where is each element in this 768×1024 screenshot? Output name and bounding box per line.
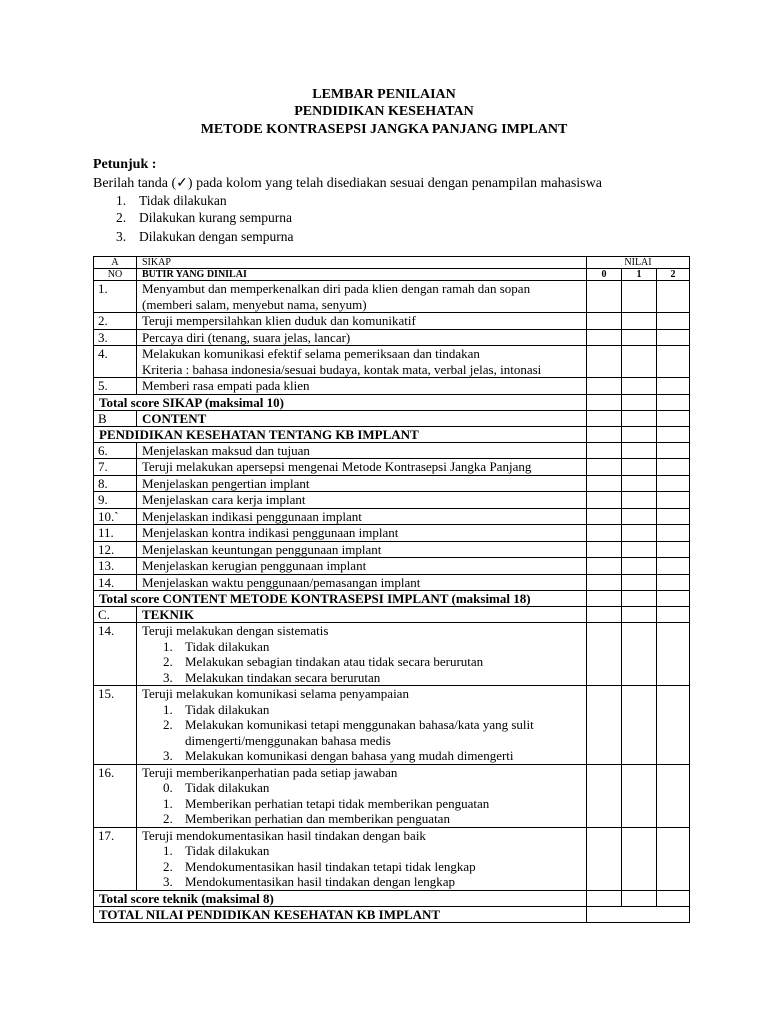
sub-item [142,874,581,890]
sub-item-number: 1. [163,795,173,811]
no-header: NO [94,269,137,281]
sub-item [142,748,581,764]
section-c-row [94,607,690,623]
score-1-cell[interactable] [622,558,657,575]
score-1-cell[interactable] [622,607,657,623]
score-0-cell[interactable] [587,686,622,765]
sub-item-number: 1. [163,638,173,654]
table-row [94,378,690,395]
score-2-cell[interactable] [657,525,690,542]
score-1-cell[interactable] [622,394,657,410]
score-0-cell[interactable] [587,426,622,442]
section-b-title: CONTENT [137,410,587,426]
item-text: Teruji melakukan apersepsi mengenai Metode Kontrasepsi Jangka Panjang [137,459,587,476]
instruction-text: Tidak dilakukan [139,193,227,208]
score-1-cell[interactable] [622,410,657,426]
sub-item-number: 2. [163,858,173,874]
score-0-cell[interactable] [587,394,622,410]
sub-item-text: Melakukan komunikasi dengan bahasa yang mudah dimengerti [185,748,514,763]
item-text-line: Melakukan komunikasi efektif selama pemeriksaan dan tindakan [142,346,480,361]
table-row [94,541,690,558]
table-row [94,827,690,890]
score-0-cell[interactable] [587,313,622,330]
table-row [94,623,690,686]
item-main-text: Teruji melakukan komunikasi selama penyampaian [142,686,409,701]
item-number: 1. [94,281,137,313]
score-1-cell[interactable] [622,426,657,442]
petunjuk-text: Berilah tanda (✓) pada kolom yang telah disediakan sesuai dengan penampilan mahasiswa [93,176,602,191]
item-number: 2. [94,313,137,330]
sub-item-number: 2. [163,811,173,826]
table-row [94,558,690,575]
item-number: 17. [94,827,137,890]
score-0-cell[interactable] [587,459,622,476]
sub-item-text: Melakukan komunikasi tetapi menggunakan bahasa/kata yang sulit [185,717,534,732]
sub-item [142,717,581,733]
item-text [137,764,587,827]
item-text: Menjelaskan cara kerja implant [137,492,587,509]
item-number: 12. [94,541,137,558]
sub-item-text: Mendokumentasikan hasil tindakan dengan lengkap [185,874,456,889]
item-text [137,827,587,890]
score-0-cell[interactable] [587,329,622,346]
total-sikap-row [94,394,690,410]
item-text [137,281,587,313]
sub-item-text: Tidak dilakukan [185,843,270,858]
score-0-cell[interactable] [587,541,622,558]
score-2-cell[interactable] [657,686,690,765]
item-main-text: Teruji melakukan dengan sistematis [142,623,329,638]
item-text: Memberi rasa empati pada klien [137,378,587,395]
score-1-cell[interactable] [622,378,657,395]
content-heading: PENDIDIKAN KESEHATAN TENTANG KB IMPLANT [94,426,587,442]
score-1-cell[interactable] [622,492,657,509]
item-text [137,623,587,686]
item-text-line: Menyambut dan memperkenalkan diri pada klien dengan ramah dan sopan [142,281,531,296]
score-1-cell[interactable] [622,686,657,765]
sub-item-continuation: dimengerti/menggunakan bahasa medis [185,732,391,748]
score-0-cell[interactable] [587,574,622,591]
item-text: Menjelaskan keuntungan penggunaan implant [137,541,587,558]
item-text: Teruji mempersilahkan klien duduk dan komunikatif [137,313,587,330]
table-row [94,492,690,509]
sub-item-text: Tidak dilakukan [185,780,270,795]
score-0-cell[interactable] [587,346,622,378]
header-row-2 [94,269,690,281]
item-number: 3. [94,329,137,346]
title-line-1: LEMBAR PENILAIAN [312,87,456,102]
score-0-cell[interactable] [587,890,622,906]
item-text: Percaya diri (tenang, suara jelas, lancar) [137,329,587,346]
score-1-cell[interactable] [622,574,657,591]
item-number: 11. [94,525,137,542]
item-text [137,686,587,765]
section-b-row [94,410,690,426]
butir-header: BUTIR YANG DINILAI [137,269,587,281]
score-2-cell[interactable] [657,475,690,492]
score-0-cell[interactable] [587,525,622,542]
table-row [94,686,690,765]
sub-item [142,702,581,718]
score-0-cell[interactable] [587,475,622,492]
instruction-number: 2. [116,210,127,225]
total-teknik-label: Total score teknik (maksimal 8) [94,890,587,906]
score-2-cell[interactable] [657,459,690,476]
table-row [94,525,690,542]
total-teknik-row [94,890,690,906]
total-content-label: Total score CONTENT METODE KONTRASEPSI IMPLANT (maksimal 18) [94,591,587,607]
score-0-cell[interactable] [587,607,622,623]
score-2-cell[interactable] [657,492,690,509]
table-row [94,475,690,492]
score-0-cell[interactable] [587,508,622,525]
item-text: Menjelaskan pengertian implant [137,475,587,492]
sub-item-text: Tidak dilakukan [185,701,270,717]
item-text: Menjelaskan waktu penggunaan/pemasangan implant [137,574,587,591]
score-2-cell[interactable] [657,607,690,623]
title-line-2: PENDIDIKAN KESEHATAN [294,104,474,119]
item-main-text: Teruji memberikanperhatian pada setiap jawaban [142,764,398,780]
score-2-cell[interactable] [657,623,690,686]
assessment-table [93,256,690,923]
section-c-title: TEKNIK [137,607,587,623]
score-2-cell[interactable] [657,442,690,459]
score-2-cell[interactable] [657,764,690,827]
score-0-cell[interactable] [587,410,622,426]
item-number: 4. [94,346,137,378]
score-2-cell[interactable] [657,281,690,313]
score-2-cell[interactable] [657,541,690,558]
header-row-1 [94,257,690,269]
score-1-cell[interactable] [622,764,657,827]
title-line-3: METODE KONTRASEPSI JANGKA PANJANG IMPLANT [200,122,568,137]
table-row [94,442,690,459]
sub-item [142,796,581,812]
score-2-cell[interactable] [657,558,690,575]
item-number: 14. [94,623,137,686]
score-1-cell[interactable] [622,591,657,607]
table-row [94,281,690,313]
item-main-text: Teruji mendokumentasikan hasil tindakan dengan baik [142,827,426,843]
item-text-line: Kriteria : bahasa indonesia/sesuai budaya, kontak mata, verbal jelas, intonasi [142,361,542,377]
item-number: 8. [94,475,137,492]
item-number: 10.` [94,508,137,525]
table-row [94,764,690,827]
score-0-cell[interactable] [587,492,622,509]
score-2-cell[interactable] [657,346,690,378]
score-2-cell[interactable] [657,410,690,426]
section-a-label: A [94,257,137,269]
score-1-cell[interactable] [622,623,657,686]
total-sikap-label: Total score SIKAP (maksimal 10) [94,394,587,410]
petunjuk-label: Petunjuk : [93,157,157,172]
score-0-cell[interactable] [587,558,622,575]
score-2-cell[interactable] [657,890,690,906]
item-number: 5. [94,378,137,395]
score-1-cell[interactable] [622,541,657,558]
instruction-item [116,210,292,226]
item-text: Menjelaskan kontra indikasi penggunaan implant [137,525,587,542]
total-content-row [94,591,690,607]
instruction-item [116,229,293,245]
item-number: 16. [94,764,137,827]
sub-item [142,843,581,859]
score-1-cell[interactable] [622,508,657,525]
item-number: 13. [94,558,137,575]
sub-item-text: Memberikan perhatian tetapi tidak memberikan penguatan [185,795,490,811]
score-2-cell[interactable] [657,378,690,395]
sub-item-number: 3. [163,874,173,889]
score-2-cell[interactable] [657,574,690,591]
sub-item-text: Tidak dilakukan [185,638,270,654]
score-2-cell[interactable] [657,313,690,330]
item-text-line: (memberi salam, menyebut nama, senyum) [142,296,367,312]
score-1-cell[interactable] [622,890,657,906]
score-0-cell[interactable] [587,442,622,459]
sub-item-number: 2. [163,654,173,669]
score-2-cell[interactable] [657,394,690,410]
sikap-header: SIKAP [137,257,587,269]
score-0-cell[interactable] [587,764,622,827]
content-heading-row [94,426,690,442]
sub-item [142,780,581,796]
sub-item-text: Mendokumentasikan hasil tindakan tetapi tidak lengkap [185,858,476,874]
sub-item [142,639,581,655]
section-c-letter: C. [94,607,137,623]
score-0-cell[interactable] [587,623,622,686]
table-row [94,459,690,476]
nilai-header: NILAI [587,257,690,269]
item-number: 14. [94,574,137,591]
sub-item-number: 1. [163,701,173,717]
sub-item-number: 3. [163,669,173,685]
instruction-number: 1. [116,193,127,208]
sub-item [142,859,581,875]
sub-item-number: 3. [163,748,173,763]
item-text: Menjelaskan maksud dan tujuan [137,442,587,459]
score-1-cell[interactable] [622,346,657,378]
item-number: 15. [94,686,137,765]
sub-item-number: 0. [163,780,173,795]
score-1-cell[interactable] [622,475,657,492]
item-number: 9. [94,492,137,509]
score-0-cell[interactable] [587,378,622,395]
score-1-header: 1 [622,269,657,281]
score-2-cell[interactable] [657,508,690,525]
score-0-cell[interactable] [587,827,622,890]
score-0-cell[interactable] [587,281,622,313]
sub-item [142,811,581,827]
table-row [94,574,690,591]
sub-item-text: Melakukan tindakan secara berurutan [185,669,381,685]
score-1-cell[interactable] [622,281,657,313]
instruction-text: Dilakukan dengan sempurna [139,229,294,244]
score-2-cell[interactable] [657,591,690,607]
instruction-number: 3. [116,229,127,244]
instruction-item [116,193,227,209]
sub-item [142,654,581,670]
score-0-cell[interactable] [587,591,622,607]
sub-item-text: Melakukan sebagian tindakan atau tidak secara berurutan [185,654,484,669]
score-2-cell[interactable] [657,329,690,346]
score-1-cell[interactable] [622,313,657,330]
total-nilai-label: TOTAL NILAI PENDIDIKAN KESEHATAN KB IMPLANT [94,906,587,922]
section-b-letter: B [94,410,137,426]
item-text: Menjelaskan indikasi penggunaan implant [137,508,587,525]
sub-item-text: Memberikan perhatian dan memberikan penguatan [185,811,450,826]
total-nilai-cell[interactable] [587,906,690,922]
item-number: 7. [94,459,137,476]
table-row [94,313,690,330]
item-number: 6. [94,442,137,459]
sub-item-number: 2. [163,717,173,732]
sub-item-number: 1. [163,843,173,858]
score-2-header: 2 [657,269,690,281]
instruction-text: Dilakukan kurang sempurna [139,210,292,225]
score-2-cell[interactable] [657,827,690,890]
score-0-header: 0 [587,269,622,281]
table-row [94,508,690,525]
score-1-cell[interactable] [622,329,657,346]
score-1-cell[interactable] [622,525,657,542]
table-row [94,329,690,346]
total-nilai-row [94,906,690,922]
score-1-cell[interactable] [622,827,657,890]
item-text: Menjelaskan kerugian penggunaan implant [137,558,587,575]
score-1-cell[interactable] [622,442,657,459]
score-2-cell[interactable] [657,426,690,442]
sub-item [142,670,581,686]
table-row [94,346,690,378]
item-text [137,346,587,378]
score-1-cell[interactable] [622,459,657,476]
